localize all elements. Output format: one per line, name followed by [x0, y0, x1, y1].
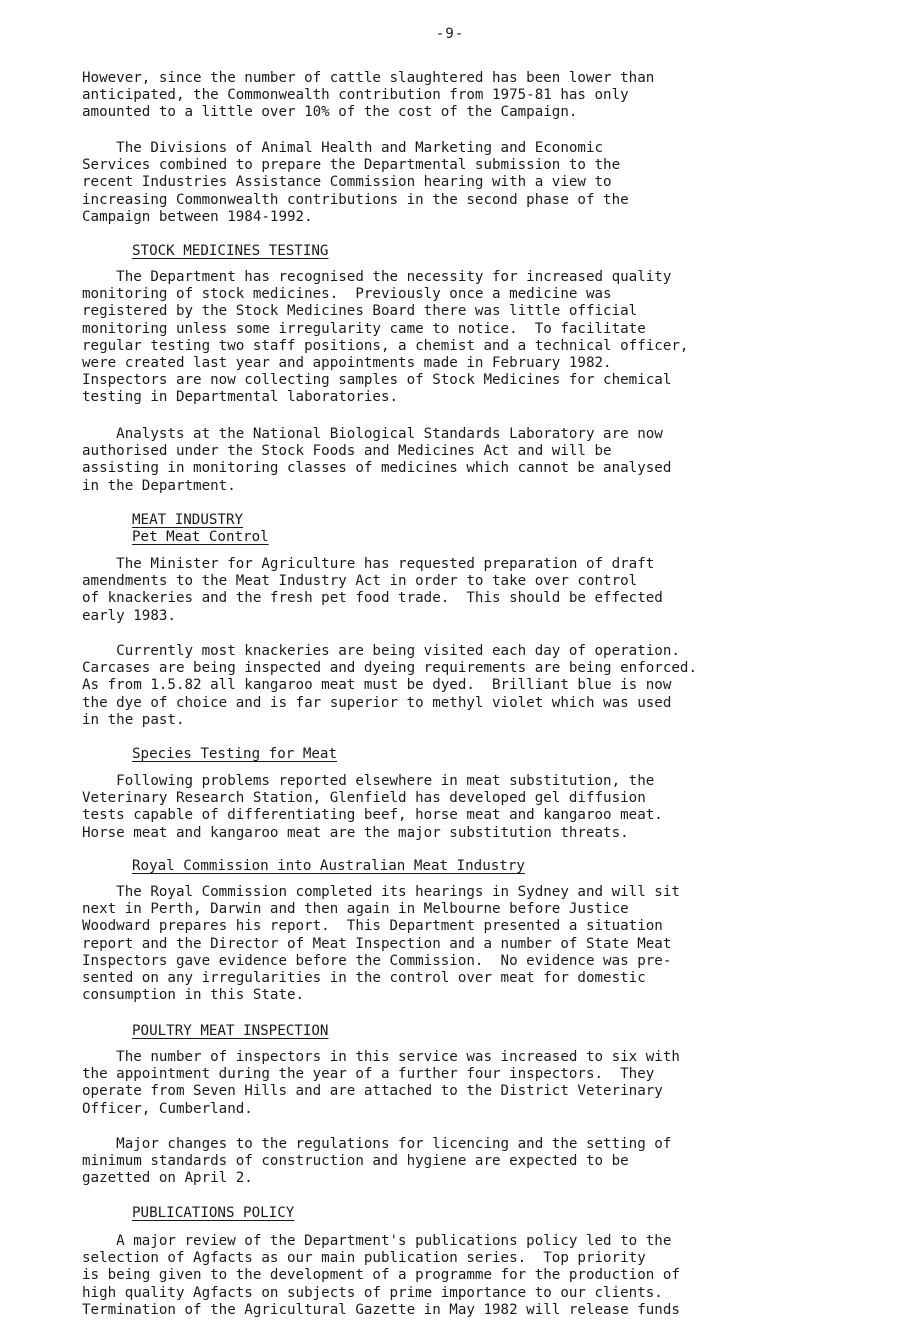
text-line: is being given to the development of a programme for the production of [82, 1267, 680, 1284]
paragraph [82, 643, 802, 729]
text-line: However, since the number of cattle slaughtered has been lower than [82, 70, 655, 86]
text-line: gazetted on April 2. [82, 1170, 253, 1187]
text-line: authorised under the Stock Foods and Medicines Act and will be [82, 443, 612, 460]
section-heading-stock-medicines: STOCK MEDICINES TESTING [132, 243, 329, 259]
text-line: amounted to a little over 10% of the cost of the Campaign. [82, 104, 578, 121]
paragraph [82, 1049, 802, 1118]
text-line: anticipated, the Commonwealth contribution from 1975-81 has only [82, 87, 629, 104]
text-line: assisting in monitoring classes of medicines which cannot be analysed [82, 460, 672, 477]
text-line: tests capable of differentiating beef, horse meat and kangaroo meat. [82, 807, 663, 824]
section-heading-publications: PUBLICATIONS POLICY [132, 1205, 295, 1221]
paragraph [82, 70, 802, 122]
text-line: increasing Commonwealth contributions in the second phase of the [82, 191, 629, 208]
text-line: Campaign between 1984-1992. [82, 208, 313, 225]
text-line: next in Perth, Darwin and then again in Melbourne before Justice [82, 901, 629, 918]
text-line: Major changes to the regulations for licencing and the setting of [82, 1136, 672, 1152]
text-line: Veterinary Research Station, Glenfield has developed gel diffusion [82, 790, 646, 807]
text-line: minimum standards of construction and hygiene are expected to be [82, 1153, 629, 1170]
page-number: -9- [435, 26, 465, 42]
subheading-species-testing: Species Testing for Meat [132, 746, 337, 762]
paragraph [82, 1136, 802, 1188]
text-line: Carcases are being inspected and dyeing requirements are being enforced. [82, 660, 697, 677]
text-line: Currently most knackeries are being visited each day of operation. [82, 643, 680, 659]
text-line: report and the Director of Meat Inspection and a number of State Meat [82, 935, 672, 952]
text-line: As from 1.5.82 all kangaroo meat must be dyed. Brilliant blue is now [82, 677, 672, 694]
subheading-pet-meat-control: Pet Meat Control [132, 529, 269, 545]
paragraph [82, 426, 802, 495]
text-line: Following problems reported elsewhere in meat substitution, the [82, 773, 655, 789]
text-line: monitoring of stock medicines. Previously once a medicine was [82, 286, 612, 303]
text-line: were created last year and appointments made in February 1982. [82, 355, 612, 372]
text-line: regular testing two staff positions, a chemist and a technical officer, [82, 337, 689, 354]
text-line: high quality Agfacts on subjects of prime importance to our clients. [82, 1284, 663, 1301]
text-line: Analysts at the National Biological Standards Laboratory are now [82, 426, 663, 442]
text-line: sented on any irregularities in the control over meat for domestic [82, 970, 646, 987]
paragraph [82, 140, 802, 226]
paragraph [82, 556, 802, 625]
text-line: The Divisions of Animal Health and Marketing and Economic [82, 140, 604, 156]
text-line: Woodward prepares his report. This Department presented a situation [82, 918, 663, 935]
text-line: monitoring unless some irregularity came to notice. To facilitate [82, 320, 646, 337]
text-line: Horse meat and kangaroo meat are the major substitution threats. [82, 824, 629, 841]
text-line: amendments to the Meat Industry Act in order to take over control [82, 573, 638, 590]
text-line: Inspectors gave evidence before the Commission. No evidence was pre- [82, 952, 672, 969]
text-line: Services combined to prepare the Departmental submission to the [82, 157, 621, 174]
text-line: operate from Seven Hills and are attached to the District Veterinary [82, 1083, 663, 1100]
text-line: The Department has recognised the necessity for increased quality [82, 269, 672, 285]
paragraph [82, 773, 802, 842]
text-line: selection of Agfacts as our main publication series. Top priority [82, 1250, 646, 1267]
subheading-royal-commission: Royal Commission into Australian Meat Industry [132, 858, 525, 874]
text-line: of knackeries and the fresh pet food trade. This should be effected [82, 590, 663, 607]
text-line: registered by the Stock Medicines Board there was little official [82, 303, 638, 320]
text-line: the dye of choice and is far superior to methyl violet which was used [82, 694, 672, 711]
paragraph [82, 884, 802, 1004]
text-line: recent Industries Assistance Commission hearing with a view to [82, 174, 612, 191]
text-line: The Minister for Agriculture has requested preparation of draft [82, 556, 655, 572]
paragraph [82, 269, 802, 407]
text-line: in the Department. [82, 477, 236, 494]
paragraph [82, 1233, 802, 1319]
text-line: in the past. [82, 711, 185, 728]
text-line: testing in Departmental laboratories. [82, 389, 399, 406]
text-line: Termination of the Agricultural Gazette in May 1982 will release funds [82, 1301, 680, 1318]
text-line: The Royal Commission completed its hearings in Sydney and will sit [82, 884, 680, 900]
text-line: the appointment during the year of a further four inspectors. They [82, 1066, 655, 1083]
section-heading-meat-industry: MEAT INDUSTRY [132, 512, 244, 528]
text-line: consumption in this State. [82, 987, 305, 1004]
text-line: Officer, Cumberland. [82, 1100, 253, 1117]
text-line: A major review of the Department's publications policy led to the [82, 1233, 672, 1249]
text-line: Inspectors are now collecting samples of Stock Medicines for chemical [82, 372, 672, 389]
text-line: The number of inspectors in this service was increased to six with [82, 1049, 680, 1065]
text-line: early 1983. [82, 607, 176, 624]
section-heading-poultry: POULTRY MEAT INSPECTION [132, 1023, 329, 1039]
